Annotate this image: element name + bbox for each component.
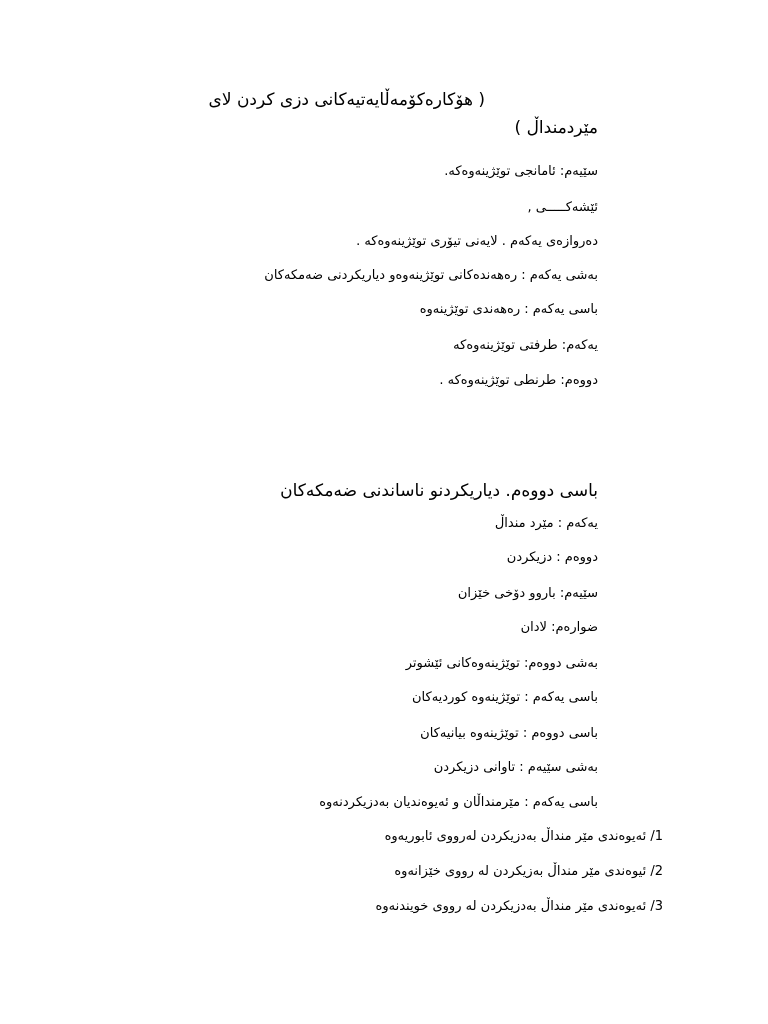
- text-line: دووەم: طرنطی توێژینەوەکە .: [439, 373, 598, 388]
- text-line: ئێشەکـــــی ,: [527, 200, 598, 215]
- text-line: باسی یەکەم : توێژینەوە کوردیەکان: [412, 690, 598, 705]
- text-line: دەروازەی یەکەم . لایەنی تیۆری توێژینەوەکە .: [356, 234, 598, 249]
- text-line: باسی یەکەم : رەهەندی توێژینەوە: [419, 302, 598, 317]
- section-title-line-1: ( هۆکارەکۆمەڵایەتیەکانی دزی کردن لای: [208, 90, 485, 110]
- text-line: بەشی دووەم: توێژینەوەکانی ئێشوتر: [405, 656, 598, 671]
- text-line: باسی یەکەم : مێرمنداڵان و ئەیوەندیان بەدزیکردنەوە: [319, 795, 598, 810]
- text-line: سێیەم: ئامانجی توێژینەوەکە.: [444, 164, 598, 179]
- list-item: 3/ ئەیوەندی مێر منداڵ بەدزیکردن لە رووی خویندنەوە: [375, 899, 663, 914]
- section-heading: باسی دووەم. دیاریکردنو ناساندنی ضەمکەکان: [280, 481, 598, 501]
- list-item: 2/ ئیوەندی مێر منداڵ بەزیکردن لە رووی خێزانەوە: [394, 864, 663, 879]
- text-line: دووەم : دزیکردن: [506, 550, 598, 565]
- text-line: سێیەم: باروو دۆخی خێزان: [457, 586, 598, 601]
- text-line: یەکەم: طرفتی توێژینەوەکە: [453, 338, 598, 353]
- text-line: یەکەم : مێرد منداڵ: [494, 516, 598, 531]
- text-line: ضوارەم: لادان: [520, 620, 598, 635]
- list-item: 1/ ئەیوەندی مێر منداڵ بەدزیکردن لەرووی ئابوریەوە: [384, 829, 663, 844]
- text-line: باسی دووەم : توێژینەوە بیانیەکان: [420, 726, 598, 741]
- section-title-line-2: مێردمنداڵ ): [514, 118, 598, 138]
- text-line: بەشی یەکەم : رەهەندەکانی توێژینەوەو دیاریکردنی ضەمکەکان: [264, 268, 598, 283]
- text-line: بەشی سێیەم : تاوانی دزیکردن: [433, 760, 598, 775]
